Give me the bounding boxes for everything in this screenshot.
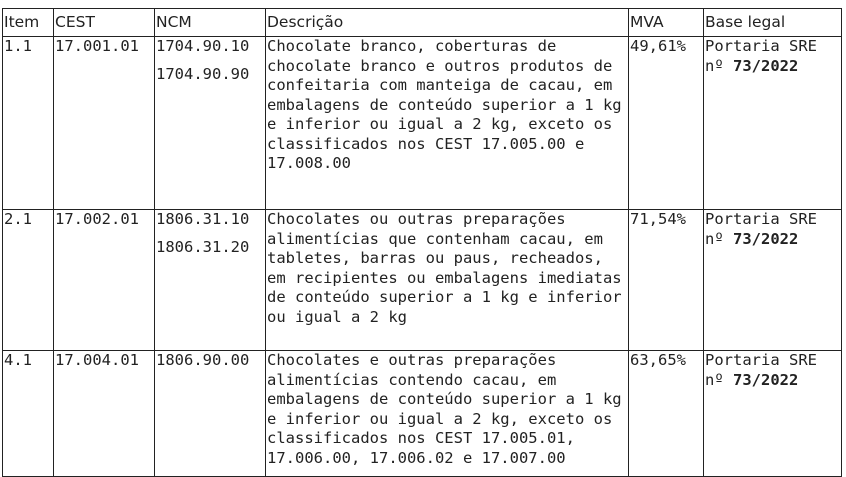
- ncm-cell: [155, 351, 266, 477]
- descricao-cell: Chocolate branco, coberturas de chocolate branco e outros produtos de confeitaria com manteiga de cacau, em embalagens de conteúdo superior a 1 kg e inferior ou igual a 2 kg, exceto os classificados nos CEST 17.005.00 e 17.008.00: [266, 37, 629, 210]
- mva-cell: 49,61%: [629, 37, 704, 210]
- base-legal-number: 73/2022: [733, 370, 799, 389]
- ncm-code: 1806.31.20: [156, 237, 250, 256]
- header-row: [3, 9, 842, 37]
- table-row: [3, 351, 842, 477]
- base-legal-cell: [704, 210, 842, 351]
- base-legal-number: 73/2022: [733, 229, 799, 248]
- ncm-cell: [155, 210, 266, 351]
- ncm-code: 1806.90.00: [156, 351, 250, 369]
- base-legal-number: 73/2022: [733, 56, 799, 75]
- base-legal-prefix: Portaria SRE nº: [705, 351, 817, 389]
- base-legal-cell: [704, 351, 842, 477]
- item-cell: 1.1: [3, 37, 54, 210]
- descricao-cell: Chocolates e outras preparações alimentícias contendo cacau, em embalagens de conteúdo superior a 1 kg e inferior ou igual a 2 kg, exceto os classificados nos CEST 17.005.01, 17.006.00, 17.006.02 e 17.007.00: [266, 351, 629, 477]
- ncm-code: 1704.90.10: [156, 37, 250, 55]
- mva-table: [2, 8, 842, 477]
- header-descricao: Descrição: [266, 9, 629, 37]
- header-base-legal: Base legal: [704, 9, 842, 37]
- mva-cell: 63,65%: [629, 351, 704, 477]
- base-legal-cell: [704, 37, 842, 210]
- header-mva: MVA: [629, 9, 704, 37]
- item-cell: 4.1: [3, 351, 54, 477]
- cest-cell: 17.002.01: [54, 210, 155, 351]
- base-legal-prefix: Portaria SRE nº: [705, 210, 817, 248]
- header-item: Item: [3, 9, 54, 37]
- item-cell: 2.1: [3, 210, 54, 351]
- ncm-code: 1704.90.90: [156, 64, 250, 83]
- table-row: [3, 37, 842, 210]
- header-ncm: NCM: [155, 9, 266, 37]
- cest-cell: 17.001.01: [54, 37, 155, 210]
- base-legal-prefix: Portaria SRE nº: [705, 37, 817, 75]
- table-row: [3, 210, 842, 351]
- descricao-cell: Chocolates ou outras preparações alimentícias que contenham cacau, em tabletes, barras ou paus, recheados, em recipientes ou embalagens imediatas de conteúdo superior a 1 kg e inferior ou igual a 2 kg: [266, 210, 629, 351]
- header-cest: CEST: [54, 9, 155, 37]
- ncm-cell: [155, 37, 266, 210]
- mva-cell: 71,54%: [629, 210, 704, 351]
- cest-cell: 17.004.01: [54, 351, 155, 477]
- ncm-code: 1806.31.10: [156, 210, 250, 228]
